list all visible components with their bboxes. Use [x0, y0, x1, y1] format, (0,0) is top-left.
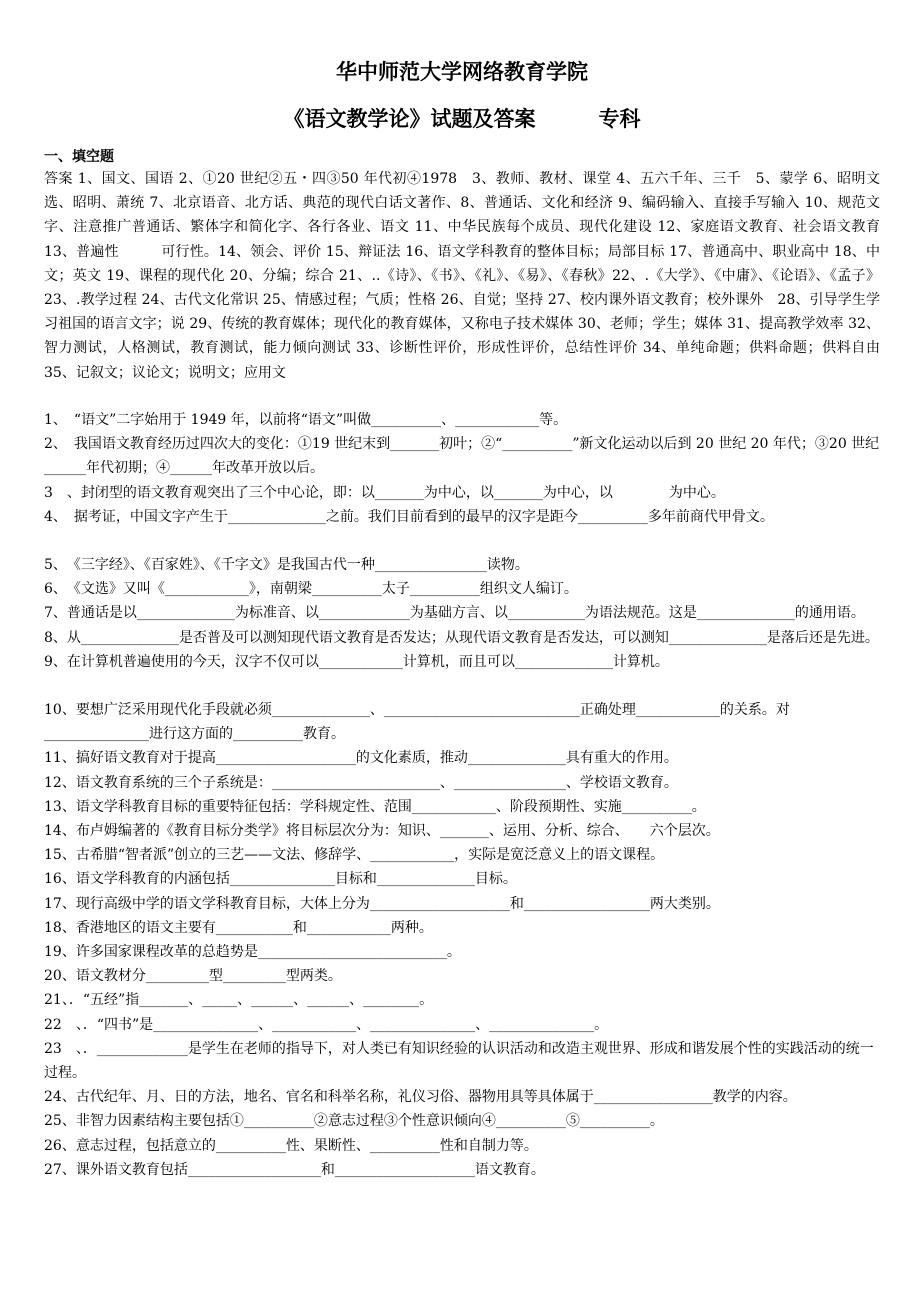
answer-key: 答案 1、国文、国语 2、①20 世纪②五・四③50 年代初④1978 3、教师、教材、课堂 4、五六千年、三千 5、蒙学 6、昭明文选、昭明、萧统 7、北京语音、北方话、典范的现代白话文著作、8、普通话、文化和经济 9、编码输入、直接手写输入 10、规范文字、注意推广普通话、繁体字和简化字、各行各业、语文 11、中华民族每个成员、现代化建设 12、家庭语文教育、社会语文教育 13、普遍性 可行性。14、领会、评价 15、辩证法 16、语文学科教育的整体目标；局部目标 17、普通高中、职业高中 18、中文；英文 19、课程的现代化 20、分编；综合 21、..《诗》、《书》、《礼》、《易》、《春秋》22、.《大学》、《中庸》、《论语》、《孟子》23、.教学过程 24、古代文化常识 25、情感过程；气质；性格 26、自觉；坚持 27、校内课外语文教育；校外课外 28、引导学生学习祖国的语言文字；说 29、传统的教育媒体；现代化的教育媒体，又称电子技术媒体 30、老师；学生；媒体 31、提高教学效率 32、智力测试，人格测试，教育测试，能力倾向测试 33、诊断性评价，形成性评价，总结性评价 34、单纯命题；供料命题；供料自由 35、记叙文；议论文；说明文；应用文	[44, 171, 880, 381]
question-item: 22 、．“四书”是_______________、____________、_______________、_______________。	[44, 1016, 609, 1033]
question-item: 2、 我国语文教育经历过四次大的变化：①19 世纪末到_______初叶；②“__________”新文化运动以后到 20 世纪 20 年代；③20 世纪______年代初期；④______年改革开放以后。	[44, 436, 880, 477]
institution-title: 华中师范大学网络教育学院	[336, 60, 588, 84]
question-item: 7、普通话是以______________为标准音、以_____________为基础方言、以___________为语法规范。这是______________的通用语。	[44, 605, 865, 622]
question-item: 14、布卢姆编著的《教育目标分类学》将目标层次分为：知识、_______、运用、分析、综合、 六个层次。	[44, 823, 720, 840]
question-item: 19、许多国家课程改革的总趋势是___________________________。	[44, 944, 461, 961]
question-item: 5、 《三字经》、《百家姓》、《千字文》是我国古代一种________________读物。	[44, 557, 529, 574]
question-item: 15、古希腊“智者派”创立的三艺——文法、修辞学、____________，实际是宽泛意义上的语文课程。	[44, 847, 665, 864]
exam-title: 《语文教学论》试题及答案 专科	[283, 107, 641, 131]
question-item: 25、非智力因素结构主要包括①__________②意志过程③个性意识倾向④__________⑤__________。	[44, 1113, 664, 1130]
question-item: 24、古代纪年、月、日的方法，地名、官名和科举名称，礼仪习俗、器物用具等具体属于_________________教学的内容。	[44, 1089, 797, 1106]
question-item: 21、．“五经”指_______、_____、______、______、________。	[44, 992, 434, 1009]
question-item: 20、语文教材分_________型_________型两类。	[44, 968, 342, 985]
question-item: 17、现行高级中学的语文学科教育目标，大体上分为____________________和__________________两大类别。	[44, 895, 720, 912]
section-heading: 一、填空题	[44, 149, 114, 165]
question-list	[44, 408, 880, 1182]
question-item: 11、搞好语文教育对于提高____________________的文化素质，推动______________具有重大的作用。	[44, 750, 678, 767]
question-item: 3 、封闭型的语文教育观突出了三个中心论，即：以_______为中心，以_______为中心，以 为中心。	[44, 484, 725, 501]
question-item: 1、 “语文”二字始用于 1949 年，以前将“语文”叫做__________、____________等。	[44, 412, 568, 428]
question-item: 10、要想广泛采用现代化手段就必须______________、____________________________正确处理____________的关系。对_______________进行这方面的__________教育。	[44, 702, 790, 743]
question-item: 27、课外语文教育包括___________________和____________________语文教育。	[44, 1161, 545, 1178]
question-item: 13、语文学科教育目标的重要特征包括：学科规定性、范围____________、阶段预期性、实施__________。	[44, 798, 706, 815]
question-item: 9、在计算机普遍使用的今天，汉字不仅可以____________计算机，而且可以______________计算机。	[44, 653, 669, 670]
question-item: 18、香港地区的语文主要有___________和____________两种。	[44, 919, 433, 936]
question-item: 8、从______________是否普及可以测知现代语文教育是否发达；从现代语文教育是否发达，可以测知______________是落后还是先进。	[44, 629, 879, 646]
question-item: 12、语文教育系统的三个子系统是：________________________、________________、学校语文教育。	[44, 774, 678, 791]
question-item: 23 、．_____________是学生在老师的指导下，对人类已有知识经验的认识活动和改造主观世界、形成和谐发展个性的实践活动的统一过程。	[44, 1040, 874, 1082]
question-item: 16、语文学科教育的内涵包括_______________目标和______________目标。	[44, 871, 517, 888]
question-item: 26、意志过程，包括意立的__________性、果断性、__________性和自制力等。	[44, 1137, 538, 1154]
question-item: 4、 据考证，中国文字产生于______________之前。我们目前看到的最早的汉字是距今__________多年前商代甲骨文。	[44, 508, 774, 525]
question-item: 6、 《文选》又叫《____________》，南朝梁__________太子__________组织文人编订。	[44, 581, 578, 598]
